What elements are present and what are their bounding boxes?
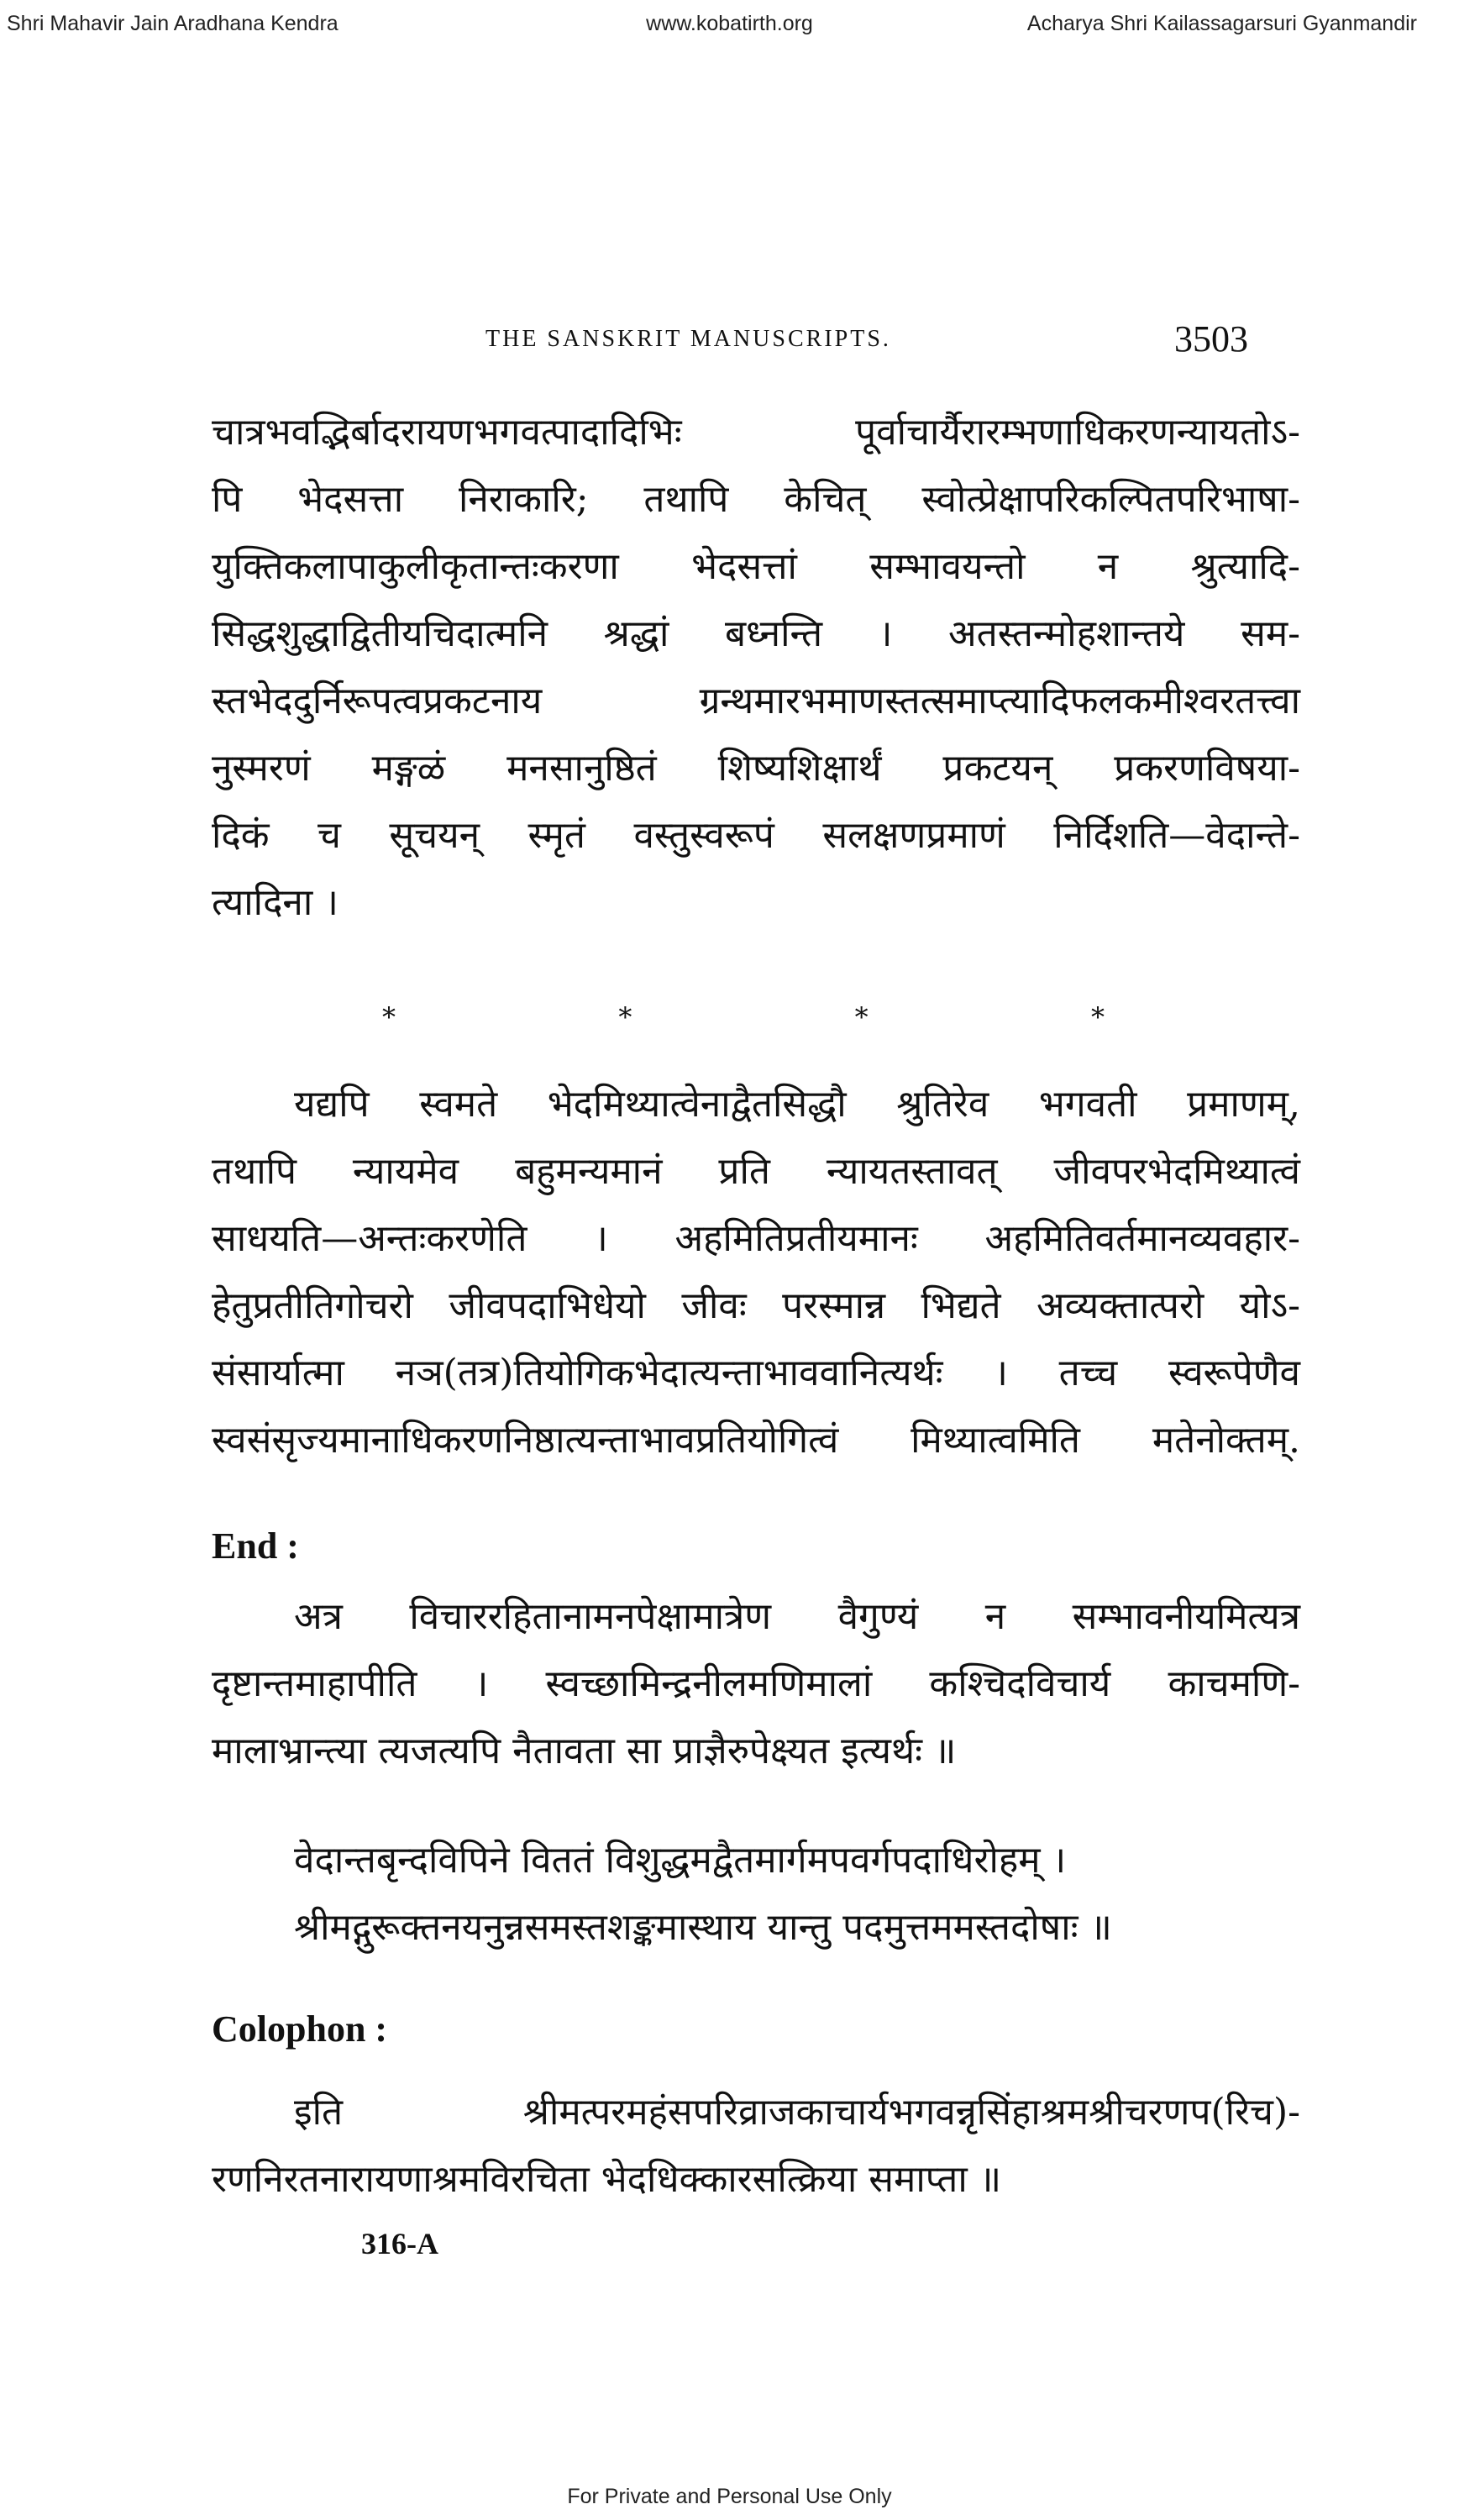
- colophon-line: इति श्रीमत्परमहंसपरिव्राजकाचार्यभगवन्नृसिंहाश्रमश्रीचरणप(रिच)-: [294, 2091, 1300, 2134]
- header-left: Shri Mahavir Jain Aradhana Kendra: [7, 12, 339, 35]
- running-head: THE SANSKRIT MANUSCRIPTS.: [485, 326, 891, 352]
- end-label: End :: [212, 1525, 299, 1567]
- separator-star: *: [382, 1001, 396, 1033]
- footer: For Private and Personal Use Only: [567, 2485, 892, 2508]
- page-number: 3503: [1174, 318, 1248, 360]
- colophon-line: रणनिरतनारायणाश्रमविरचिता भेदधिक्कारसत्क्रिया समाप्ता ॥: [212, 2158, 1002, 2201]
- commentary-line: स्तभेददुर्निरूपत्वप्रकटनाय ग्रन्थमारभमाणस्तत्समाप्त्यादिफलकमीश्वरतत्त्वा: [212, 680, 1300, 722]
- end-line: दृष्टान्तमाहापीति । स्वच्छामिन्द्रनीलमणिमालां कश्चिदविचार्य काचमणि-: [212, 1662, 1300, 1705]
- separator-star: *: [854, 1001, 869, 1033]
- commentary-line: सिद्धशुद्धाद्वितीयचिदात्मनि श्रद्धां बध्नन्ति । अतस्तन्मोहशान्तये सम-: [212, 612, 1300, 655]
- colophon-label: Colophon :: [212, 2008, 388, 2050]
- end-line: मालाभ्रान्त्या त्यजत्यपि नैतावता सा प्राज्ञैरुपेक्ष्यत इत्यर्थः ॥: [212, 1730, 957, 1772]
- separator-star: *: [618, 1001, 632, 1033]
- passage-line: संसार्यात्मा नञ(तत्र)तियोगिकभेदात्यन्ताभाववानित्यर्थः । तच्च स्वरूपेणैव: [212, 1352, 1300, 1394]
- header-right: Acharya Shri Kailassagarsuri Gyanmandir: [1026, 12, 1417, 35]
- commentary-line: त्यादिना ।: [212, 881, 339, 924]
- commentary-line: युक्तिकलापाकुलीकृतान्तःकरणा भेदसत्तां सम्भावयन्तो न श्रुत्यादि-: [212, 545, 1300, 588]
- header-center: www.kobatirth.org: [646, 12, 813, 35]
- passage-line: साधयति—अन्तःकरणेति । अहमितिप्रतीयमानः अहमितिवर्तमानव्यवहार-: [212, 1217, 1300, 1260]
- manuscript-number: 316-A: [361, 2227, 438, 2260]
- commentary-line: नुस्मरणं मङ्गळं मनसानुष्ठितं शिष्यशिक्षार्थं प्रकटयन् प्रकरणविषया-: [212, 747, 1300, 790]
- passage-line: हेतुप्रतीतिगोचरो जीवपदाभिधेयो जीवः परस्मान्न भिद्यते अव्यक्तात्परो योऽ-: [212, 1284, 1300, 1327]
- commentary-line: पि भेदसत्ता निराकारि; तथापि केचित् स्वोत्प्रेक्षापरिकल्पितपरिभाषा-: [212, 478, 1300, 521]
- end-line: अत्र विचाररहितानामनपेक्षामात्रेण वैगुण्यं न सम्भावनीयमित्यत्र: [294, 1595, 1300, 1638]
- commentary-line: चात्रभवद्भिर्बादरायणभगवत्पादादिभिः पूर्वाचार्यैरारम्भणाधिकरणन्यायतोऽ-: [212, 411, 1300, 454]
- separator: [382, 1001, 1105, 1033]
- separator-star: *: [1090, 1001, 1105, 1033]
- commentary-line: दिकं च सूचयन् स्मृतं वस्तुस्वरूपं सलक्षणप्रमाणं निर्दिशति—वेदान्ते-: [212, 814, 1300, 857]
- passage-line: स्वसंसृज्यमानाधिकरणनिष्ठात्यन्ताभावप्रतियोगित्वं मिथ्यात्वमिति मतेनोक्तम्.: [212, 1419, 1300, 1462]
- passage-line: यद्यपि स्वमते भेदमिथ्यात्वेनाद्वैतसिद्धौ श्रुतिरेव भगवती प्रमाणम्,: [294, 1083, 1300, 1126]
- passage-line: तथापि न्यायमेव बहुमन्यमानं प्रति न्यायतस्तावत् जीवपरभेदमिथ्यात्वं: [212, 1150, 1300, 1193]
- verse-line: वेदान्तबृन्दविपिने विततं विशुद्धमद्वैतमार्गमपवर्गपदाधिरोहम् ।: [294, 1839, 1067, 1882]
- verse-line: श्रीमद्गुरूक्तनयनुन्नसमस्तशङ्कमास्थाय यान्तु पदमुत्तममस्तदोषाः ॥: [294, 1906, 1112, 1949]
